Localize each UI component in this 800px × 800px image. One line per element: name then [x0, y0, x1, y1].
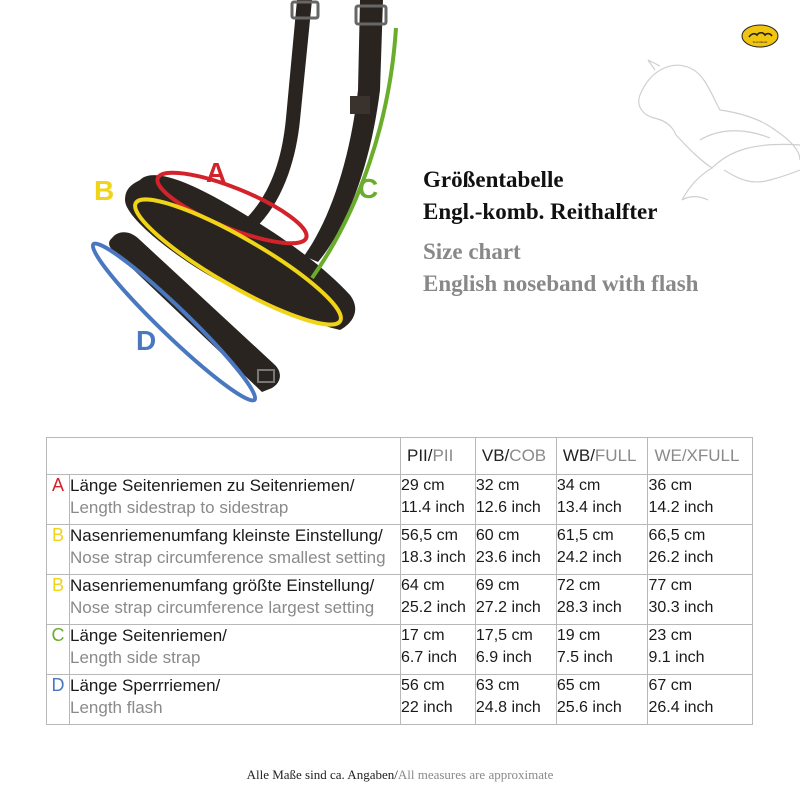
brand-logo-text: Kavalkade: [752, 40, 768, 44]
size-table-header: [47, 438, 753, 475]
table-cell: 77 cm 30.3 inch: [648, 575, 753, 625]
title-de-line1: Größentabelle: [423, 167, 564, 192]
title-en-line2: English noseband with flash: [423, 271, 699, 296]
row-description: Länge Sperrriemen/ Length flash: [70, 675, 401, 725]
table-cell: 34 cm 13.4 inch: [556, 475, 648, 525]
footer-note-en: All measures are approximate: [397, 767, 554, 782]
title-en-line1: Size chart: [423, 239, 521, 264]
row-letter: A: [47, 475, 70, 525]
header-size-pony: PII/PII: [401, 438, 476, 475]
table-row: [47, 675, 753, 725]
label-b: B: [94, 175, 115, 206]
table-cell: 63 cm 24.8 inch: [475, 675, 556, 725]
title-de-line2: Engl.-komb. Reithalfter: [423, 199, 658, 224]
header-empty-cell: [47, 438, 401, 475]
footer-note: [0, 767, 800, 783]
row-letter: D: [47, 675, 70, 725]
table-cell: 36 cm 14.2 inch: [648, 475, 753, 525]
table-row: [47, 475, 753, 525]
row-description: Länge Seitenriemen/ Length side strap: [70, 625, 401, 675]
title-block: [423, 164, 698, 300]
row-letter: B: [47, 575, 70, 625]
label-d: D: [136, 325, 157, 356]
table-cell: 61,5 cm 24.2 inch: [556, 525, 648, 575]
row-description: Nasenriemenumfang kleinste Einstellung/ Nose strap circumference smallest setting: [70, 525, 401, 575]
table-cell: 72 cm 28.3 inch: [556, 575, 648, 625]
table-cell: 17,5 cm 6.9 inch: [475, 625, 556, 675]
label-c: C: [358, 173, 379, 204]
table-cell: 17 cm 6.7 inch: [401, 625, 476, 675]
row-description: Nasenriemenumfang größte Einstellung/ Nose strap circumference largest setting: [70, 575, 401, 625]
table-cell: 56,5 cm 18.3 inch: [401, 525, 476, 575]
header-size-xfull: WE/XFULL: [648, 438, 753, 475]
table-cell: 19 cm 7.5 inch: [556, 625, 648, 675]
table-row: [47, 525, 753, 575]
row-letter: B: [47, 525, 70, 575]
header-size-cob: VB/COB: [475, 438, 556, 475]
table-cell: 23 cm 9.1 inch: [648, 625, 753, 675]
table-cell: 64 cm 25.2 inch: [401, 575, 476, 625]
table-cell: 69 cm 27.2 inch: [475, 575, 556, 625]
row-description: Länge Seitenriemen zu Seitenriemen/ Length sidestrap to sidestrap: [70, 475, 401, 525]
table-row: [47, 625, 753, 675]
table-cell: 32 cm 12.6 inch: [475, 475, 556, 525]
brand-logo: [741, 24, 779, 48]
row-letter: C: [47, 625, 70, 675]
size-table: [46, 437, 753, 725]
label-a: A: [206, 157, 227, 188]
footer-note-de: Alle Maße sind ca. Angaben/: [246, 767, 398, 782]
table-cell: 29 cm 11.4 inch: [401, 475, 476, 525]
header-size-full: WB/FULL: [556, 438, 648, 475]
table-cell: 67 cm 26.4 inch: [648, 675, 753, 725]
table-cell: 56 cm 22 inch: [401, 675, 476, 725]
table-row: [47, 575, 753, 625]
table-cell: 66,5 cm 26.2 inch: [648, 525, 753, 575]
table-cell: 60 cm 23.6 inch: [475, 525, 556, 575]
table-cell: 65 cm 25.6 inch: [556, 675, 648, 725]
